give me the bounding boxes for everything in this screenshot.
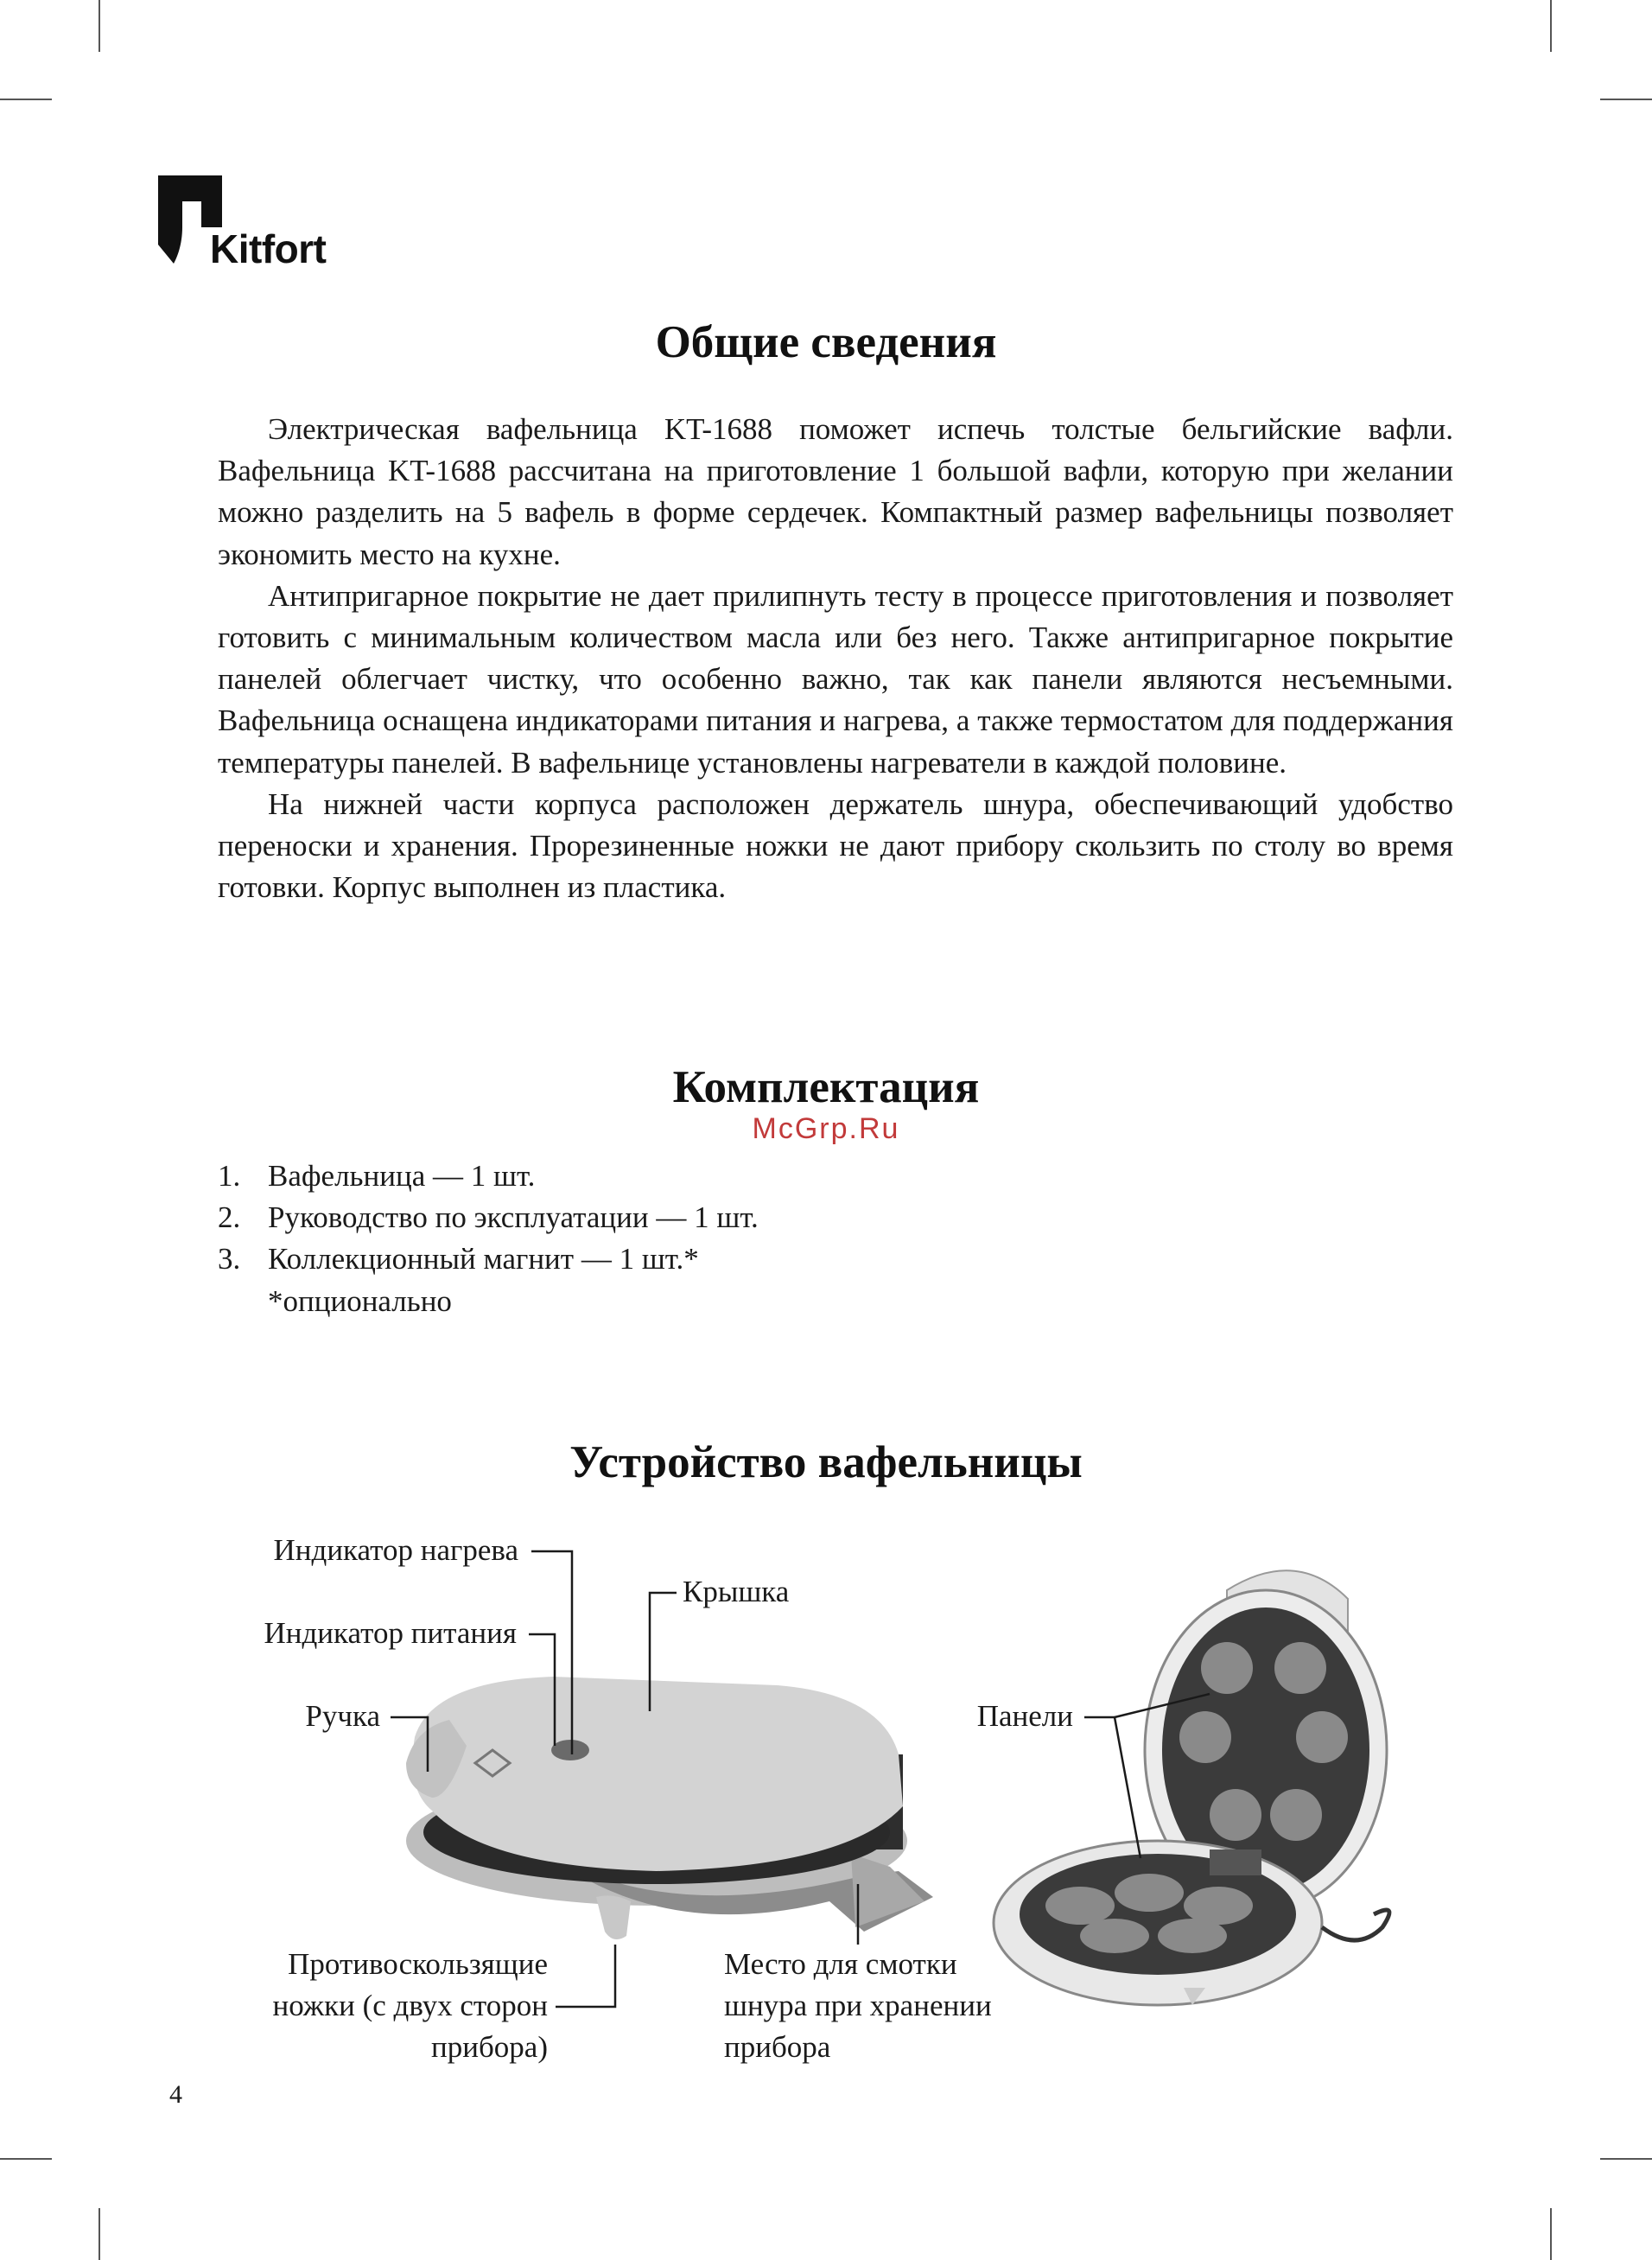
- footnote: *опционально: [268, 1283, 452, 1318]
- label-feet-line1: Противоскользящие: [288, 1947, 548, 1981]
- label-lid: Крышка: [683, 1575, 790, 1608]
- paragraph: Антипригарное покрытие не дает прилипнуть тесту в процессе приготовления и позволяет готовить с минимальным количеством масла или без него. Также антипригарное покрытие панелей облегчает чистку, что особенно важно, так как панели являются несъемными. Вафельница оснащена индикаторами питания и нагрева, а также термостатом для поддержания температуры панелей. В вафельнице установлены нагреватели в каждой половине.: [218, 578, 1453, 780]
- label-cord-line1: Место для смотки: [724, 1947, 957, 1981]
- general-title: Общие сведения: [655, 317, 997, 367]
- label-handle: Ручка: [305, 1699, 380, 1733]
- watermark: McGrp.Ru: [752, 1112, 900, 1145]
- label-heat-indicator: Индикатор нагрева: [273, 1533, 518, 1567]
- list-item: 2. Руководство по эксплуатации — 1 шт.: [218, 1200, 759, 1235]
- page-number: 4: [169, 2080, 182, 2109]
- label-feet-line3: прибора): [431, 2030, 548, 2064]
- paragraph: На нижней части корпуса расположен держатель шнура, обеспечивающий удобство переноски и хранения. Прорезиненные ножки не дают прибору скользить по столу во время готовки. Корпус выполнен из пластика.: [218, 786, 1453, 905]
- label-feet-line2: ножки (с двух сторон: [272, 1989, 548, 2022]
- brand-name: Kitfort: [210, 226, 327, 271]
- list-item: 3. Коллекционный магнит — 1 шт.*: [218, 1242, 699, 1276]
- label-cord-line2: шнура при хранении: [724, 1989, 992, 2022]
- waffle-maker-closed-illustration: [406, 1677, 933, 1939]
- list-item: 1. Вафельница — 1 шт.: [218, 1159, 536, 1193]
- contents-title: Комплектация: [672, 1062, 980, 1112]
- device-title: Устройство вафельницы: [569, 1437, 1083, 1487]
- label-power-indicator: Индикатор питания: [264, 1616, 517, 1650]
- waffle-maker-open-illustration: [994, 1570, 1389, 2005]
- label-cord-line3: прибора: [724, 2030, 831, 2064]
- paragraph: Электрическая вафельница KT-1688 поможет испечь толстые бельгийские вафли. Вафельница KT-1688 рассчитана на приготовление 1 большой вафли, которую при желании можно разделить на 5 вафель в форме сердечек. Компактный размер вафельницы позволяет экономить место на кухне.: [218, 412, 1453, 571]
- label-panels: Панели: [976, 1699, 1073, 1733]
